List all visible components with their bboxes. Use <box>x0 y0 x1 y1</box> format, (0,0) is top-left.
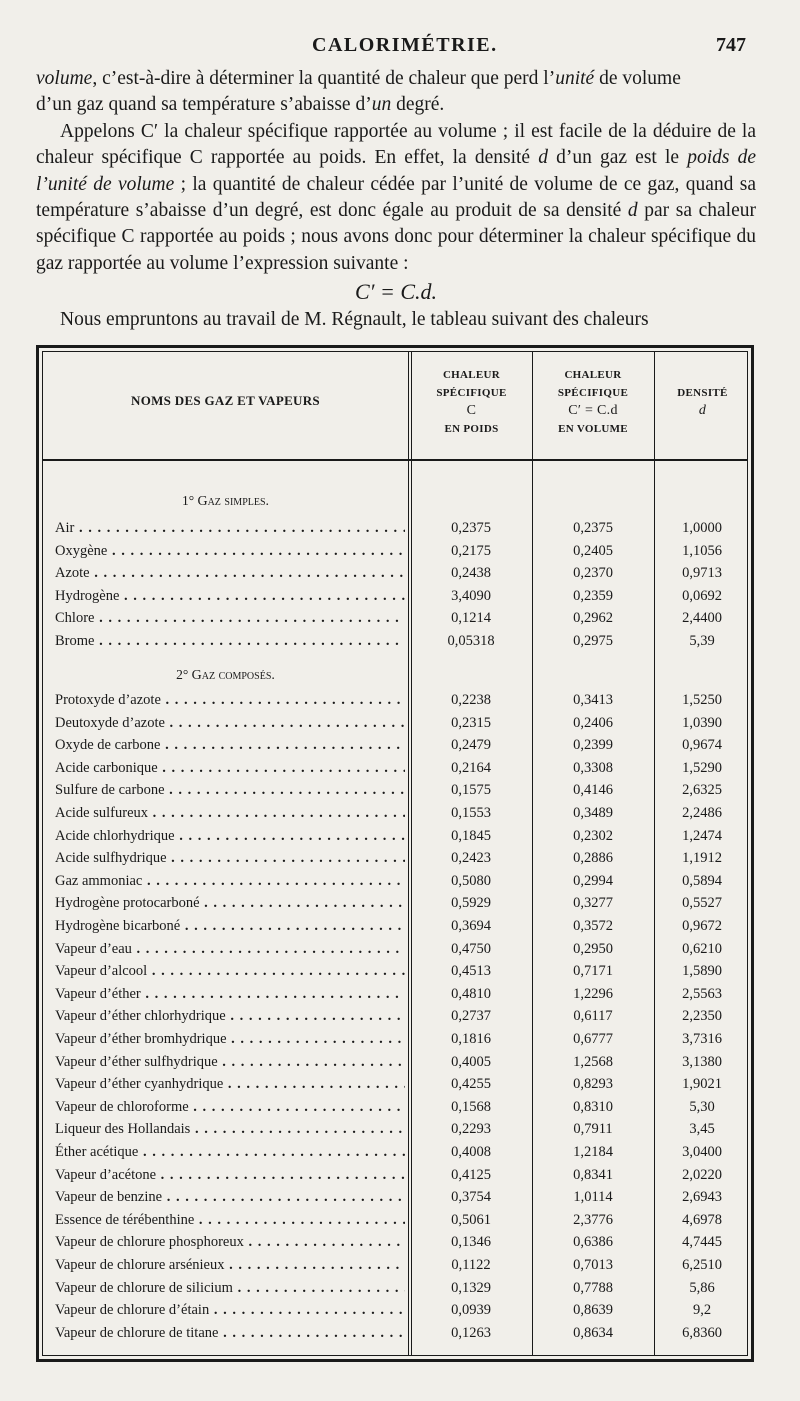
specific-heat-weight-cell: 0,4750 <box>451 940 491 957</box>
text-span: degré. <box>391 94 445 116</box>
table-row <box>43 607 747 629</box>
gas-name-cell: Vapeur de benzine . . . <box>55 1186 405 1208</box>
density-cell: 1,0390 <box>682 714 722 731</box>
table-row <box>43 1209 747 1231</box>
density-cell: 0,5527 <box>682 895 722 912</box>
gas-name-cell: Vapeur d’éther . . . <box>55 983 405 1005</box>
density-cell: 6,8360 <box>682 1324 722 1341</box>
header-rule <box>43 459 747 461</box>
header-symbol: d <box>698 403 707 418</box>
density-cell: 4,6978 <box>682 1211 722 1228</box>
table-row <box>43 1005 747 1027</box>
specific-heat-weight-cell: 0,4810 <box>451 985 491 1002</box>
specific-heat-volume-cell: 0,8341 <box>573 1166 613 1183</box>
specific-heat-volume-cell: 0,2975 <box>573 633 613 649</box>
table-row <box>43 938 747 960</box>
formula: C′ = C.d. <box>354 279 437 305</box>
density-cell: 3,0400 <box>682 1144 722 1160</box>
specific-heat-weight-cell: 0,2164 <box>451 759 491 776</box>
section-number: 1° <box>181 493 195 508</box>
gas-name-cell: Vapeur de chlorure d’étain . . . <box>55 1299 405 1321</box>
density-cell: 2,5563 <box>682 985 722 1002</box>
specific-heat-volume-cell: 0,3277 <box>573 895 613 912</box>
paragraph-2 <box>36 119 756 277</box>
gas-name-cell: Oxygène . . . <box>55 540 405 562</box>
gas-name-cell: Gaz ammoniac . . . <box>55 870 405 892</box>
density-cell: 1,1912 <box>682 850 722 867</box>
density-cell: 6,2510 <box>682 1257 722 1273</box>
specific-heat-weight-cell: 0,2737 <box>451 1008 491 1025</box>
paragraph-1 <box>36 66 756 119</box>
specific-heat-volume-cell: 1,2568 <box>573 1053 613 1070</box>
density-cell: 1,0000 <box>682 520 722 536</box>
density-cell: 3,7316 <box>682 1031 722 1047</box>
density-cell: 0,0692 <box>682 587 722 604</box>
density-cell: 1,1056 <box>682 542 722 559</box>
table-row <box>43 1073 747 1095</box>
gas-name-cell: Essence de térébenthine . . . <box>55 1209 405 1231</box>
text-span: Appelons C′ la chaleur spécifique rapportée au volume ; il est facile de la déduire de la chaleur spécifique C rapportée au poids. En effet, la densité <box>36 120 756 169</box>
italic-term: un <box>371 94 392 116</box>
running-head: CALORIMÉTRIE. <box>312 34 498 56</box>
gas-name-cell: Vapeur d’éther sulfhydrique . . . <box>55 1051 405 1073</box>
table-row <box>43 915 747 937</box>
specific-heat-volume-cell: 0,2405 <box>573 542 613 559</box>
column-header-names: NOMS DES GAZ ET VAPEURS <box>131 393 320 408</box>
table-row <box>43 630 747 652</box>
density-cell: 5,39 <box>689 633 715 649</box>
density-cell: 0,9672 <box>682 918 722 934</box>
specific-heat-weight-cell: 0,5061 <box>451 1211 491 1228</box>
specific-heat-weight-cell: 0,1263 <box>451 1324 491 1341</box>
gas-name-cell: Oxyde de carbone . . . <box>55 734 405 756</box>
density-cell: 5,86 <box>689 1279 715 1296</box>
text-span: par sa chaleur spécifique C rapportée au poids ; nous avons donc pour déterminer la chaleur spécifique du gaz rapportée au volume l’expression suivante : <box>36 200 756 274</box>
section-label: Gaz simples. <box>197 494 270 509</box>
density-cell: 1,2474 <box>682 827 722 844</box>
density-cell: 5,30 <box>689 1098 715 1115</box>
text-span: , c’est-à-dire à déterminer la quantité de chaleur que perd l’ <box>92 68 556 89</box>
gas-name-cell: Brome . . . <box>55 630 405 652</box>
density-cell: 1,9021 <box>682 1076 722 1093</box>
header-line: CHALEUR <box>442 369 501 381</box>
gas-name-cell: Hydrogène bicarboné . . . <box>55 915 405 937</box>
gas-name-cell: Liqueur des Hollandais . . . <box>55 1118 405 1140</box>
density-cell: 4,7445 <box>682 1234 722 1251</box>
table-row <box>43 1277 747 1299</box>
specific-heat-weight-cell: 0,4513 <box>451 963 491 980</box>
section-label: Gaz composés. <box>191 668 275 683</box>
gas-name-cell: Chlore . . . <box>55 607 405 629</box>
text-span: d’un gaz quand sa température s’abaisse d’ <box>36 94 372 116</box>
specific-heat-weight-cell: 0,1329 <box>451 1279 491 1296</box>
section-number: 2° <box>176 667 189 682</box>
density-cell: 0,9713 <box>682 565 722 582</box>
specific-heat-volume-cell: 0,7013 <box>573 1257 613 1273</box>
density-cell: 9,2 <box>692 1302 712 1319</box>
data-table <box>36 345 754 1362</box>
paragraph-3: Nous empruntons au travail de M. Régnault, le tableau suivant des chaleurs <box>60 309 649 331</box>
specific-heat-weight-cell: 0,2479 <box>451 737 491 754</box>
density-cell: 2,4400 <box>682 610 722 627</box>
specific-heat-weight-cell: 0,0939 <box>451 1302 491 1319</box>
italic-term: unité <box>555 68 595 89</box>
table-row <box>43 689 747 711</box>
table-row <box>43 1186 747 1208</box>
specific-heat-volume-cell: 0,3308 <box>573 759 613 776</box>
gas-name-cell: Protoxyde d’azote . . . <box>55 689 405 711</box>
header-symbol: C <box>466 403 477 418</box>
specific-heat-weight-cell: 0,1214 <box>451 610 491 627</box>
italic-term: volume <box>36 68 93 89</box>
table-row <box>43 734 747 756</box>
specific-heat-weight-cell: 0,5080 <box>451 872 491 889</box>
gas-name-cell: Acide sulfureux . . . <box>55 802 405 824</box>
specific-heat-volume-cell: 1,2184 <box>573 1144 613 1160</box>
density-cell: 2,2486 <box>682 805 722 821</box>
gas-name-cell: Deutoxyde d’azote . . . <box>55 712 405 734</box>
specific-heat-volume-cell: 1,2296 <box>573 985 613 1002</box>
specific-heat-volume-cell: 2,3776 <box>573 1211 613 1228</box>
density-cell: 3,45 <box>689 1121 715 1138</box>
table-row <box>43 540 747 562</box>
specific-heat-weight-cell: 0,1122 <box>451 1257 491 1273</box>
density-cell: 2,0220 <box>682 1166 722 1183</box>
table-inner-frame <box>42 351 748 1356</box>
density-cell: 2,2350 <box>682 1008 722 1025</box>
specific-heat-weight-cell: 0,1553 <box>451 805 491 821</box>
specific-heat-volume-cell: 0,6386 <box>573 1234 613 1251</box>
italic-term: d <box>538 147 548 169</box>
header-line: EN POIDS <box>444 423 499 435</box>
gas-name-cell: Vapeur d’éther chlorhydrique . . . <box>55 1005 405 1027</box>
density-cell: 2,6943 <box>682 1189 722 1206</box>
specific-heat-weight-cell: 0,1816 <box>451 1031 491 1047</box>
header-line: DENSITÉ <box>677 387 728 399</box>
gas-name-cell: Vapeur d’acétone . . . <box>55 1164 405 1186</box>
specific-heat-weight-cell: 0,4005 <box>451 1053 491 1070</box>
page-header <box>0 34 800 56</box>
table-row <box>43 1164 747 1186</box>
density-cell: 0,6210 <box>682 940 722 957</box>
section-heading-simple <box>43 492 408 511</box>
specific-heat-weight-cell: 0,4125 <box>451 1166 491 1183</box>
body-text <box>36 66 756 334</box>
table-row <box>43 1051 747 1073</box>
italic-term: poids de l’unité de volume <box>36 147 756 195</box>
gas-name-cell: Vapeur de chlorure de silicium . . . <box>55 1277 405 1299</box>
gas-name-cell: Vapeur d’éther bromhydrique . . . <box>55 1028 405 1050</box>
gas-name-cell: Air . . . <box>55 517 405 539</box>
header-line: SPÉCIFIQUE <box>436 387 507 399</box>
specific-heat-weight-cell: 0,2438 <box>451 565 491 582</box>
specific-heat-weight-cell: 0,1346 <box>451 1234 491 1251</box>
specific-heat-volume-cell: 0,2994 <box>573 872 613 889</box>
specific-heat-volume-cell: 0,2370 <box>573 565 613 582</box>
specific-heat-weight-cell: 0,1845 <box>451 827 491 844</box>
specific-heat-volume-cell: 0,7171 <box>573 963 613 980</box>
table-row <box>43 892 747 914</box>
specific-heat-volume-cell: 0,6117 <box>573 1008 613 1025</box>
header-line: CHALEUR <box>564 369 622 381</box>
specific-heat-volume-cell: 0,7788 <box>573 1279 613 1296</box>
table-row <box>43 870 747 892</box>
table-row <box>43 1096 747 1118</box>
specific-heat-volume-cell: 0,8634 <box>573 1324 613 1341</box>
specific-heat-volume-cell: 0,2950 <box>573 940 613 957</box>
specific-heat-volume-cell: 0,8639 <box>573 1302 613 1319</box>
table-row <box>43 1118 747 1140</box>
table-row <box>43 779 747 801</box>
gas-name-cell: Vapeur de chloroforme . . . <box>55 1096 405 1118</box>
gas-name-cell: Azote . . . <box>55 562 405 584</box>
table-row <box>43 1322 747 1344</box>
table-row <box>43 757 747 779</box>
specific-heat-volume-cell: 0,4146 <box>573 782 613 799</box>
specific-heat-volume-cell: 0,8310 <box>573 1098 613 1115</box>
specific-heat-volume-cell: 0,3489 <box>573 805 613 821</box>
specific-heat-volume-cell: 1,0114 <box>573 1189 613 1206</box>
specific-heat-weight-cell: 0,1575 <box>451 782 491 799</box>
gas-name-cell: Vapeur d’éther cyanhydrique . . . <box>55 1073 405 1095</box>
density-cell: 1,5890 <box>682 963 722 980</box>
table-row <box>43 960 747 982</box>
density-cell: 1,5290 <box>682 759 722 776</box>
text-span: de volume <box>594 68 681 89</box>
specific-heat-weight-cell: 0,4255 <box>451 1076 491 1093</box>
gas-name-cell: Acide chlorhydrique . . . <box>55 825 405 847</box>
specific-heat-weight-cell: 0,2293 <box>451 1121 491 1138</box>
table-row <box>43 517 747 539</box>
density-cell: 0,9674 <box>682 737 722 754</box>
table-row <box>43 562 747 584</box>
density-cell: 2,6325 <box>682 782 722 799</box>
gas-name-cell: Vapeur de chlorure phosphoreux . . . <box>55 1231 405 1253</box>
specific-heat-weight-cell: 0,3694 <box>451 918 491 934</box>
table-row <box>43 1231 747 1253</box>
column-header-volume <box>532 366 654 438</box>
specific-heat-weight-cell: 0,2175 <box>451 542 491 559</box>
text-span: d’un gaz est le <box>547 147 688 169</box>
specific-heat-volume-cell: 0,2359 <box>573 587 613 604</box>
gas-name-cell: Vapeur d’eau . . . <box>55 938 405 960</box>
table-row <box>43 847 747 869</box>
gas-name-cell: Acide sulfhydrique . . . <box>55 847 405 869</box>
table-row <box>43 802 747 824</box>
column-header-density <box>654 384 751 420</box>
specific-heat-weight-cell: 0,4008 <box>451 1144 491 1160</box>
gas-name-cell: Éther acétique . . . <box>55 1141 405 1163</box>
column-header-weight <box>411 366 532 438</box>
specific-heat-weight-cell: 0,5929 <box>451 895 491 912</box>
header-line: SPÉCIFIQUE <box>557 387 629 399</box>
gas-name-cell: Hydrogène . . . <box>55 585 405 607</box>
density-cell: 3,1380 <box>682 1053 722 1070</box>
specific-heat-volume-cell: 0,2399 <box>573 737 613 754</box>
specific-heat-weight-cell: 0,2423 <box>451 850 491 867</box>
specific-heat-volume-cell: 0,2886 <box>573 850 613 867</box>
specific-heat-weight-cell: 0,1568 <box>451 1098 491 1115</box>
gas-name-cell: Vapeur de chlorure arsénieux . . . <box>55 1254 405 1276</box>
specific-heat-volume-cell: 0,2302 <box>573 827 613 844</box>
specific-heat-volume-cell: 0,3572 <box>573 918 613 934</box>
specific-heat-volume-cell: 0,6777 <box>573 1031 613 1047</box>
specific-heat-volume-cell: 0,2406 <box>573 714 613 731</box>
table-row <box>43 1141 747 1163</box>
specific-heat-volume-cell: 0,2962 <box>573 610 613 627</box>
specific-heat-volume-cell: 0,8293 <box>573 1076 613 1093</box>
density-cell: 1,5250 <box>682 692 722 708</box>
header-symbol: C′ = C.d <box>568 403 618 418</box>
table-row <box>43 712 747 734</box>
specific-heat-weight-cell: 0,05318 <box>447 633 495 649</box>
gas-name-cell: Vapeur d’alcool . . . <box>55 960 405 982</box>
specific-heat-weight-cell: 3,4090 <box>451 587 491 604</box>
page-number: 747 <box>716 34 746 56</box>
text-span: ; la quantité de chaleur cédée par l’unité de volume de ce gaz, quand sa température s’abaisse d’un degré, est donc égale au produit de sa densité <box>36 173 757 222</box>
table-row <box>43 825 747 847</box>
table-row <box>43 983 747 1005</box>
density-cell: 0,5894 <box>682 872 722 889</box>
gas-name-cell: Hydrogène protocarboné . . . <box>55 892 405 914</box>
specific-heat-volume-cell: 0,3413 <box>573 692 613 708</box>
specific-heat-volume-cell: 0,2375 <box>573 520 613 536</box>
table-row <box>43 1254 747 1276</box>
table-row <box>43 585 747 607</box>
specific-heat-weight-cell: 0,2315 <box>451 714 491 731</box>
gas-name-cell: Vapeur de chlorure de titane . . . <box>55 1322 405 1344</box>
section-heading-compound <box>43 666 408 685</box>
italic-term: d <box>627 200 638 222</box>
specific-heat-weight-cell: 0,2238 <box>451 692 491 708</box>
table-row <box>43 1028 747 1050</box>
specific-heat-volume-cell: 0,7911 <box>573 1121 613 1138</box>
specific-heat-weight-cell: 0,3754 <box>451 1189 491 1206</box>
gas-name-cell: Acide carbonique . . . <box>55 757 405 779</box>
header-line: EN VOLUME <box>558 423 628 435</box>
specific-heat-weight-cell: 0,2375 <box>451 520 491 536</box>
gas-name-cell: Sulfure de carbone . . . <box>55 779 405 801</box>
table-row <box>43 1299 747 1321</box>
